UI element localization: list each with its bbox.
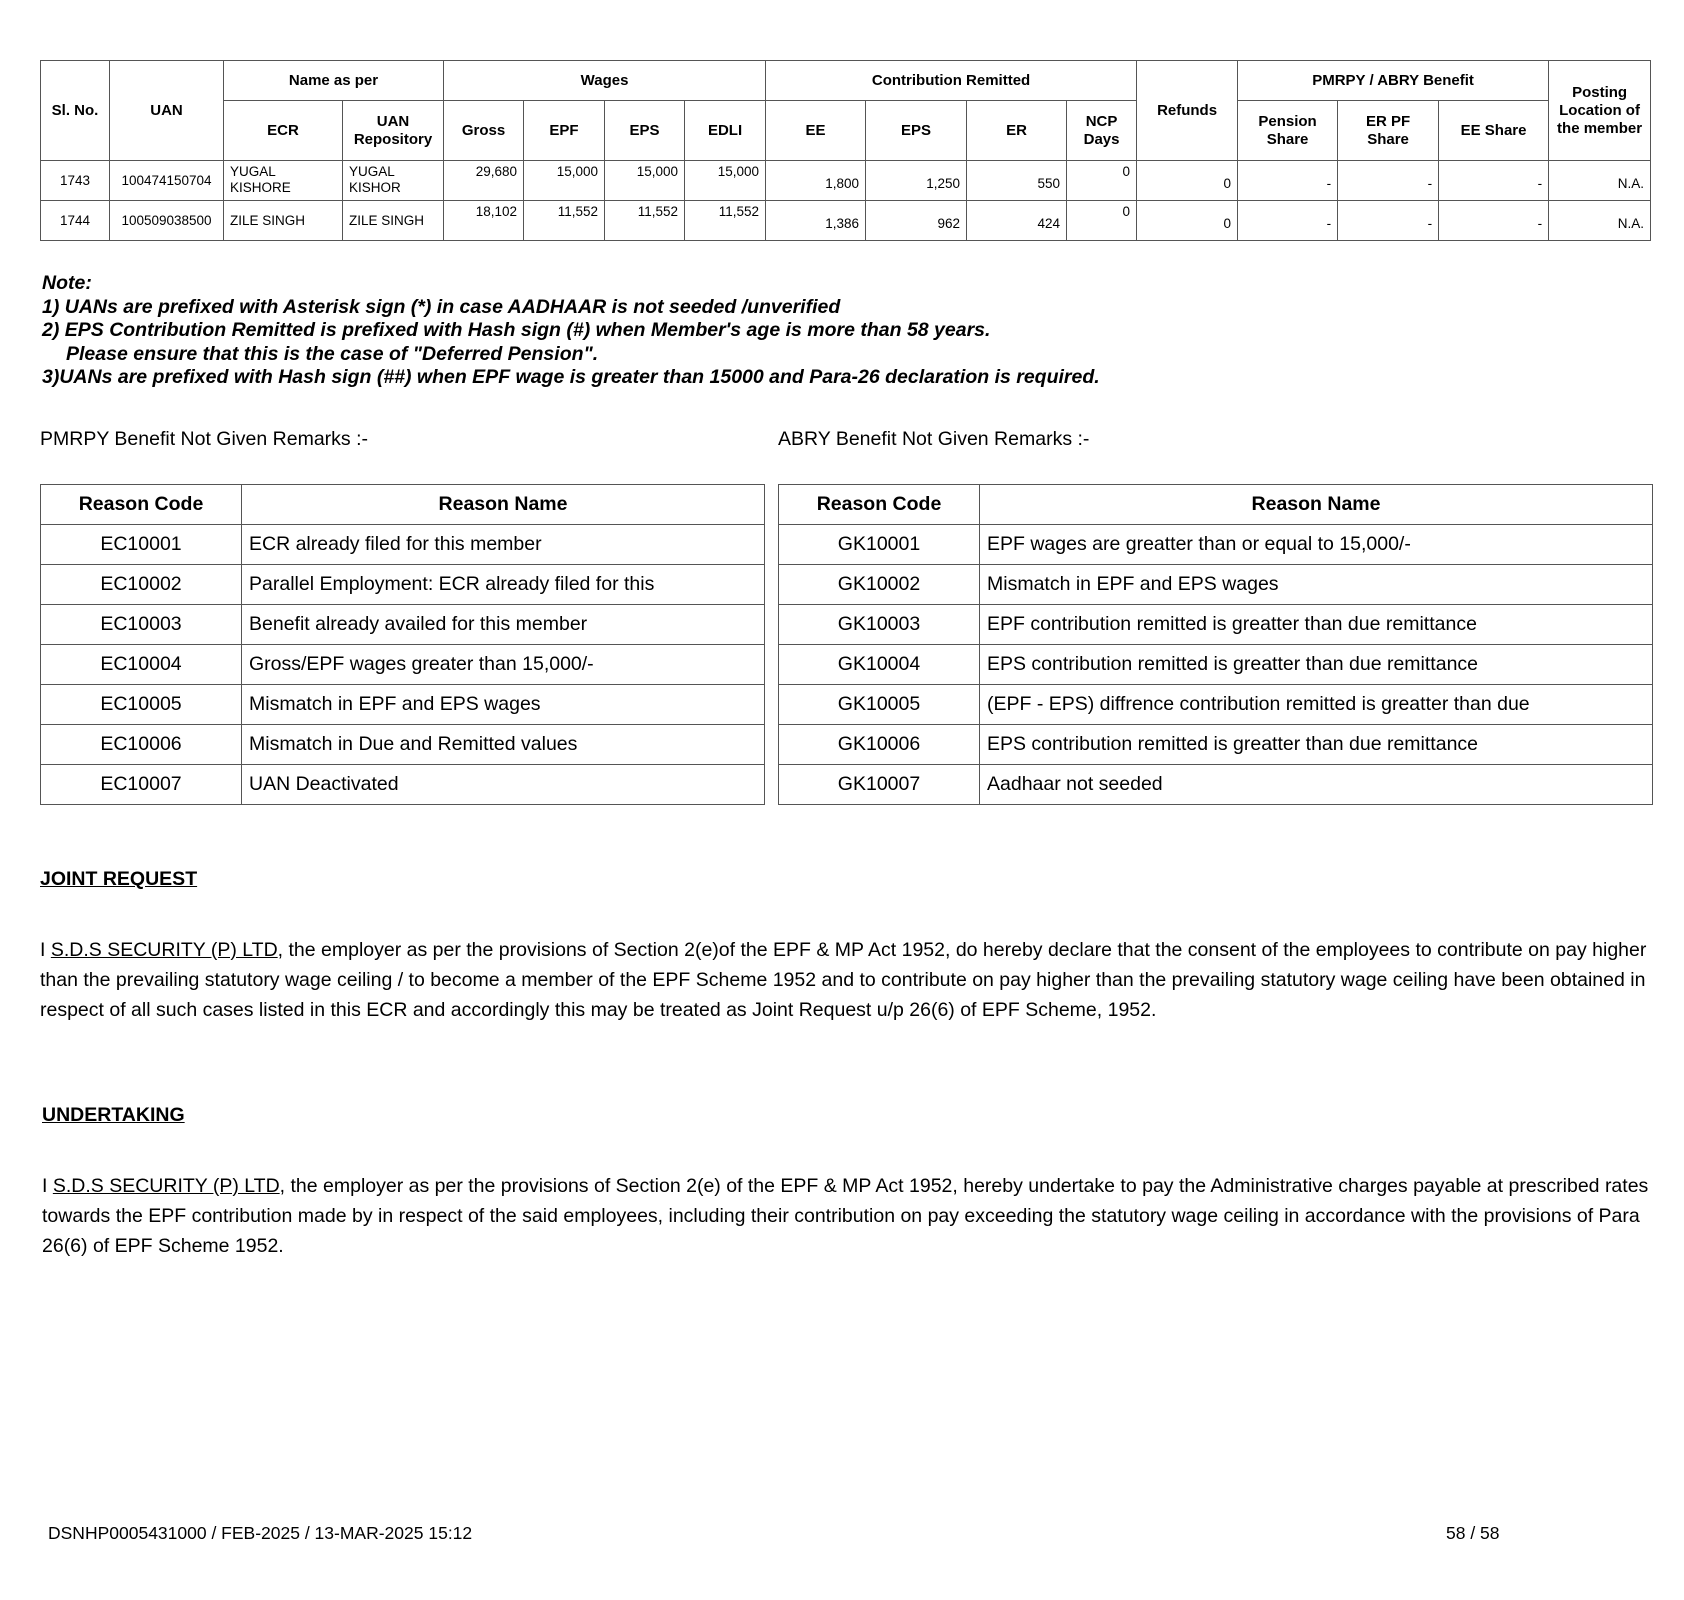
reason-name: ECR already filed for this member xyxy=(242,525,765,565)
footer-reference: DSNHP0005431000 / FEB-2025 / 13-MAR-2025 15:12 xyxy=(48,1523,473,1543)
ncp-days-cell: 0 xyxy=(1067,201,1137,241)
pmrpy-remarks-title: PMRPY Benefit Not Given Remarks :- xyxy=(40,428,368,450)
undertaking-text xyxy=(42,1171,1662,1261)
reason-code: EC10007 xyxy=(41,765,242,805)
reason-name: Benefit already availed for this member xyxy=(242,605,765,645)
pension-share-cell: - xyxy=(1238,161,1338,201)
abry-header-code: Reason Code xyxy=(779,485,980,525)
ee-share-cell: - xyxy=(1439,201,1549,241)
abry-reason-table xyxy=(778,484,1653,805)
joint-request-title: JOINT REQUEST xyxy=(40,868,198,890)
header-refunds: Refunds xyxy=(1137,61,1238,161)
undertaking-title: UNDERTAKING xyxy=(42,1104,185,1126)
header-contribution-remitted: Contribution Remitted xyxy=(766,61,1137,101)
table-row xyxy=(779,565,1653,605)
reason-name: EPS contribution remitted is greatter than due remittance xyxy=(980,725,1653,765)
note-block xyxy=(42,272,1100,390)
reason-name: Parallel Employment: ECR already filed for this xyxy=(242,565,765,605)
reason-code: EC10001 xyxy=(41,525,242,565)
table-row xyxy=(41,161,1651,201)
reason-name: EPF contribution remitted is greatter than due remittance xyxy=(980,605,1653,645)
ecr-member-table xyxy=(40,60,1651,241)
reason-code: GK10003 xyxy=(779,605,980,645)
table-row xyxy=(779,765,1653,805)
joint-request-body: , the employer as per the provisions of Section 2(e)of the EPF & MP Act 1952, do hereby declare that the consent of the employees to contribute on pay higher than the prevailing statutory wage ceiling / to become a member of the EPF Scheme 1952 and to contribute on pay higher than the prevailing statutory wage ceiling have been obtained in respect of all such cases listed in this ECR and accordingly this may be treated as Joint Request u/p 26(6) of EPF Scheme, 1952. xyxy=(40,939,1647,1021)
table-row xyxy=(779,525,1653,565)
reason-code: GK10004 xyxy=(779,645,980,685)
header-ncp-days: NCP Days xyxy=(1067,101,1137,161)
refunds-cell: 0 xyxy=(1137,161,1238,201)
header-ee-share: EE Share xyxy=(1439,101,1549,161)
joint-request-prefix: I xyxy=(40,939,51,961)
ee-share-cell: - xyxy=(1439,161,1549,201)
reason-name: Gross/EPF wages greater than 15,000/- xyxy=(242,645,765,685)
joint-request-text xyxy=(40,935,1660,1025)
reason-name: Aadhaar not seeded xyxy=(980,765,1653,805)
undertaking-body: , the employer as per the provisions of Section 2(e) of the EPF & MP Act 1952, hereby undertake to pay the Administrative charges payable at prescribed rates towards the EPF contribution made by in respect of the said employees, including their contribution on pay exceeding the statutory wage ceiling in accordance with the provisions of Para 26(6) of EPF Scheme 1952. xyxy=(42,1175,1649,1257)
reason-code: GK10007 xyxy=(779,765,980,805)
note-title: Note: xyxy=(42,272,92,294)
pmrpy-header-code: Reason Code xyxy=(41,485,242,525)
page-number: 58 / 58 xyxy=(1446,1523,1500,1543)
reason-name: EPS contribution remitted is greatter than due remittance xyxy=(980,645,1653,685)
gross-cell: 18,102 xyxy=(444,201,524,241)
name-ecr-cell: ZILE SINGH xyxy=(224,201,343,241)
pension-share-cell: - xyxy=(1238,201,1338,241)
reason-code: GK10001 xyxy=(779,525,980,565)
abry-remarks-title: ABRY Benefit Not Given Remarks :- xyxy=(778,428,1090,450)
header-uan: UAN xyxy=(110,61,224,161)
header-name-as-per: Name as per xyxy=(224,61,444,101)
name-ecr-cell: YUGAL KISHORE xyxy=(224,161,343,201)
posting-location-cell: N.A. xyxy=(1549,201,1651,241)
reason-code: EC10002 xyxy=(41,565,242,605)
reason-code: EC10004 xyxy=(41,645,242,685)
reason-name: Mismatch in Due and Remitted values xyxy=(242,725,765,765)
table-row xyxy=(41,725,765,765)
abry-header-name: Reason Name xyxy=(980,485,1653,525)
reason-code: EC10003 xyxy=(41,605,242,645)
header-benefit: PMRPY / ABRY Benefit xyxy=(1238,61,1549,101)
header-name-ecr: ECR xyxy=(224,101,343,161)
table-row xyxy=(41,765,765,805)
header-edli: EDLI xyxy=(685,101,766,161)
pmrpy-reason-table xyxy=(40,484,765,805)
header-eps: EPS xyxy=(605,101,685,161)
edli-cell: 15,000 xyxy=(685,161,766,201)
header-ee: EE xyxy=(766,101,866,161)
header-pension-share: Pension Share xyxy=(1238,101,1338,161)
table-row xyxy=(41,685,765,725)
pmrpy-header-name: Reason Name xyxy=(242,485,765,525)
gross-cell: 29,680 xyxy=(444,161,524,201)
table-row xyxy=(41,201,1651,241)
table-row xyxy=(779,725,1653,765)
header-er-pf-share: ER PF Share xyxy=(1338,101,1439,161)
header-gross: Gross xyxy=(444,101,524,161)
name-uan-cell: ZILE SINGH xyxy=(343,201,444,241)
table-row xyxy=(41,605,765,645)
reason-name: UAN Deactivated xyxy=(242,765,765,805)
posting-location-cell: N.A. xyxy=(1549,161,1651,201)
header-epf: EPF xyxy=(524,101,605,161)
er-pf-share-cell: - xyxy=(1338,201,1439,241)
er-cell: 550 xyxy=(967,161,1067,201)
reason-name: Mismatch in EPF and EPS wages xyxy=(242,685,765,725)
reason-name: (EPF - EPS) diffrence contribution remitted is greatter than due xyxy=(980,685,1653,725)
table-row xyxy=(779,645,1653,685)
er-pf-share-cell: - xyxy=(1338,161,1439,201)
contribution-eps-cell: 962 xyxy=(866,201,967,241)
reason-name: EPF wages are greatter than or equal to 15,000/- xyxy=(980,525,1653,565)
reason-code: GK10002 xyxy=(779,565,980,605)
eps-cell: 11,552 xyxy=(605,201,685,241)
table-row xyxy=(779,605,1653,645)
reason-code: GK10005 xyxy=(779,685,980,725)
reason-code: EC10006 xyxy=(41,725,242,765)
header-contribution-eps: EPS xyxy=(866,101,967,161)
note-line-3: 3)UANs are prefixed with Hash sign (##) when EPF wage is greater than 15000 and Para-26 declaration is required. xyxy=(42,366,1100,388)
contribution-eps-cell: 1,250 xyxy=(866,161,967,201)
table-row xyxy=(41,525,765,565)
epf-cell: 11,552 xyxy=(524,201,605,241)
ncp-days-cell: 0 xyxy=(1067,161,1137,201)
ee-cell: 1,386 xyxy=(766,201,866,241)
header-posting-location: Posting Location of the member xyxy=(1549,61,1651,161)
note-line-1: 1) UANs are prefixed with Asterisk sign (*) in case AADHAAR is not seeded /unverified xyxy=(42,295,841,318)
uan-cell: 100509038500 xyxy=(110,201,224,241)
header-name-uan-repository: UAN Repository xyxy=(343,101,444,161)
joint-request-company: S.D.S SECURITY (P) LTD xyxy=(50,939,278,961)
table-row xyxy=(779,685,1653,725)
er-cell: 424 xyxy=(967,201,1067,241)
edli-cell: 11,552 xyxy=(685,201,766,241)
note-line-2: 2) EPS Contribution Remitted is prefixed with Hash sign (#) when Member's age is more than 58 years. xyxy=(42,319,991,341)
table-row xyxy=(41,645,765,685)
note-line-2b: Please ensure that this is the case of "Deferred Pension". xyxy=(66,342,599,365)
refunds-cell: 0 xyxy=(1137,201,1238,241)
uan-cell: 100474150704 xyxy=(110,161,224,201)
sl-no-cell: 1743 xyxy=(41,161,110,201)
reason-name: Mismatch in EPF and EPS wages xyxy=(980,565,1653,605)
header-sl-no: Sl. No. xyxy=(41,61,110,161)
header-wages: Wages xyxy=(444,61,766,101)
table-row xyxy=(41,565,765,605)
name-uan-cell: YUGAL KISHOR xyxy=(343,161,444,201)
sl-no-cell: 1744 xyxy=(41,201,110,241)
epf-cell: 15,000 xyxy=(524,161,605,201)
eps-cell: 15,000 xyxy=(605,161,685,201)
undertaking-company: S.D.S SECURITY (P) LTD xyxy=(52,1175,280,1197)
header-er: ER xyxy=(967,101,1067,161)
undertaking-prefix: I xyxy=(42,1175,53,1197)
ee-cell: 1,800 xyxy=(766,161,866,201)
reason-code: GK10006 xyxy=(779,725,980,765)
reason-code: EC10005 xyxy=(41,685,242,725)
